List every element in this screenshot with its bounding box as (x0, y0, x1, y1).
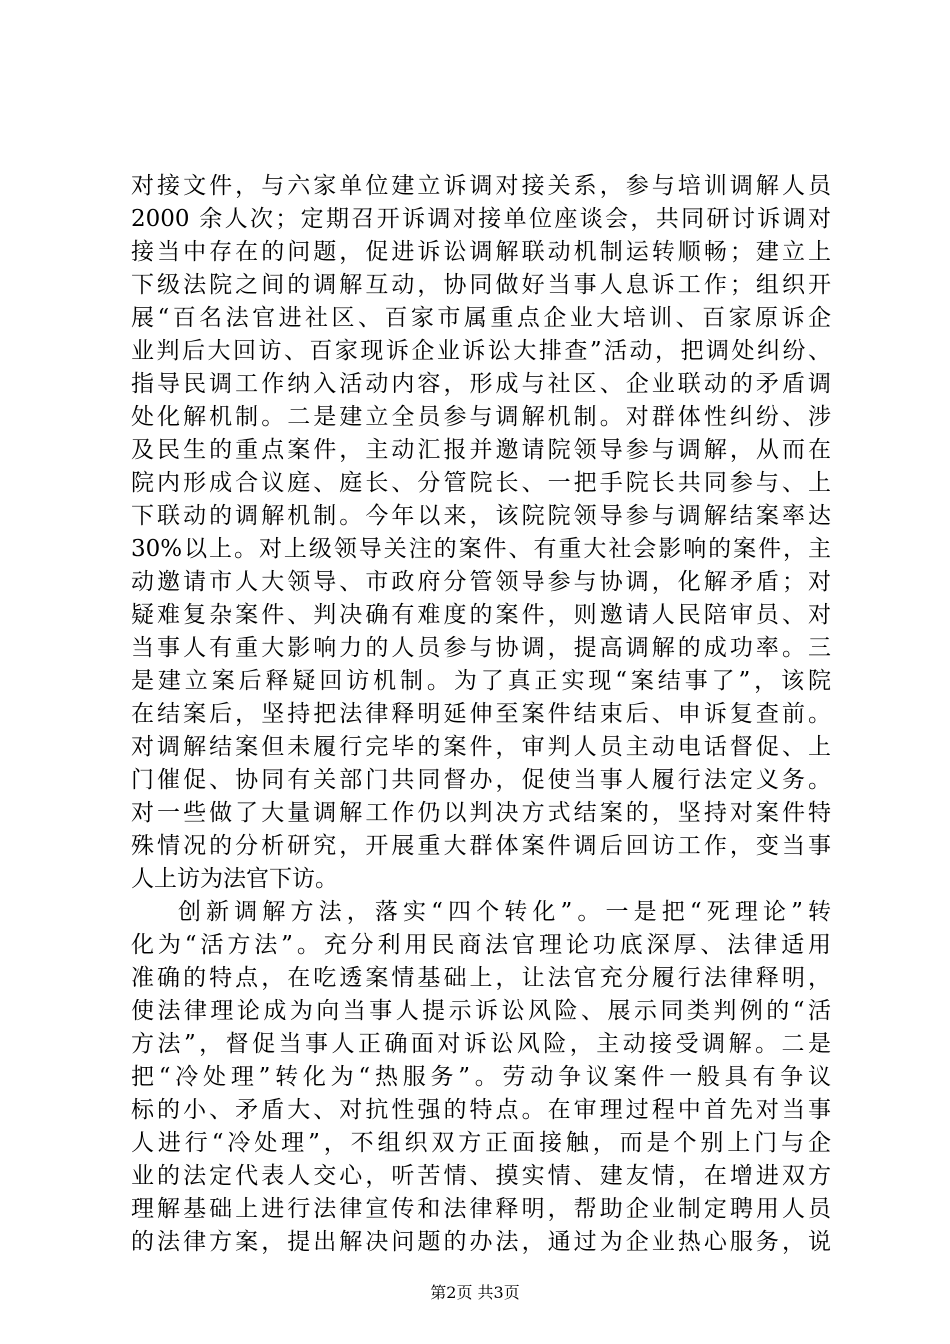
paragraph-1-line: 下联动的调解机制。今年以来，该院院领导参与调解结案率达 (131, 503, 831, 529)
paragraph-2-line: 创新调解方法，落实“四个转化”。一是把“死理论”转 (178, 899, 831, 925)
page-footer: 第2页 共3页 (430, 1283, 520, 1302)
paragraph-2-line: 化为“活方法”。充分利用民商法官理论功底深厚、法律适用 (131, 932, 831, 958)
paragraph-1-line: 展“百名法官进社区、百家市属重点企业大培训、百家原诉企 (131, 305, 831, 331)
paragraph-1-line: 是建立案后释疑回访机制。为了真正实现“案结事了”，该院 (131, 668, 831, 694)
paragraph-2-line: 标的小、矛盾大、对抗性强的特点。在审理过程中首先对当事 (131, 1097, 831, 1123)
body-text (131, 170, 831, 1259)
paragraph-1-line: 30%以上。对上级领导关注的案件、有重大社会影响的案件，主 (131, 536, 831, 562)
paragraph-2-line: 使法律理论成为向当事人提示诉讼风险、展示同类判例的“活 (131, 998, 831, 1024)
paragraph-1-line: 殊情况的分析研究，开展重大群体案件调后回访工作，变当事 (131, 833, 831, 859)
paragraph-2-line: 理解基础上进行法律宣传和法律释明，帮助企业制定聘用人员 (131, 1196, 831, 1222)
paragraph-2-line: 把“冷处理”转化为“热服务”。劳动争议案件一般具有争议 (131, 1064, 831, 1090)
paragraph-1-line: 对接文件，与六家单位建立诉调对接关系，参与培训调解人员 (131, 173, 831, 199)
paragraph-1-line: 处化解机制。二是建立全员参与调解机制。对群体性纠纷、涉 (131, 404, 831, 430)
paragraph-2-line: 方法”，督促当事人正确面对诉讼风险，主动接受调解。二是 (131, 1031, 831, 1057)
paragraph-2-line: 业的法定代表人交心，听苦情、摸实情、建友情，在增进双方 (131, 1163, 831, 1189)
paragraph-1-line: 动邀请市人大领导、市政府分管领导参与协调，化解矛盾；对 (131, 569, 831, 595)
paragraph-1-line: 门催促、协同有关部门共同督办，促使当事人履行法定义务。 (131, 767, 831, 793)
paragraph-1-line: 对调解结案但未履行完毕的案件，审判人员主动电话督促、上 (131, 734, 831, 760)
paragraph-1-line: 当事人有重大影响力的人员参与协调，提高调解的成功率。三 (131, 635, 831, 661)
paragraph-2-line: 人进行“冷处理”，不组织双方正面接触，而是个别上门与企 (131, 1130, 831, 1156)
paragraph-1-line: 疑难复杂案件、判决确有难度的案件，则邀请人民陪审员、对 (131, 602, 831, 628)
paragraph-1-line: 对一些做了大量调解工作仍以判决方式结案的，坚持对案件特 (131, 800, 831, 826)
paragraph-1-line: 接当中存在的问题，促进诉讼调解联动机制运转顺畅；建立上 (131, 239, 831, 265)
paragraph-1-line: 院内形成合议庭、庭长、分管院长、一把手院长共同参与、上 (131, 470, 831, 496)
paragraph-1-line: 及民生的重点案件，主动汇报并邀请院领导参与调解，从而在 (131, 437, 831, 463)
paragraph-2-line: 的法律方案，提出解决问题的办法，通过为企业热心服务，说 (131, 1229, 831, 1255)
paragraph-1-line: 人上访为法官下访。 (131, 866, 338, 892)
paragraph-2-line: 准确的特点，在吃透案情基础上，让法官充分履行法律释明， (131, 965, 831, 991)
paragraph-1-line: 指导民调工作纳入活动内容，形成与社区、企业联动的矛盾调 (131, 371, 831, 397)
paragraph-1-line: 2000 余人次；定期召开诉调对接单位座谈会，共同研讨诉调对 (131, 206, 831, 232)
paragraph-1-line: 在结案后，坚持把法律释明延伸至案件结束后、申诉复查前。 (131, 701, 831, 727)
paragraph-1-line: 下级法院之间的调解互动，协同做好当事人息诉工作；组织开 (131, 272, 831, 298)
paragraph-1-line: 业判后大回访、百家现诉企业诉讼大排查”活动，把调处纠纷、 (131, 338, 831, 364)
